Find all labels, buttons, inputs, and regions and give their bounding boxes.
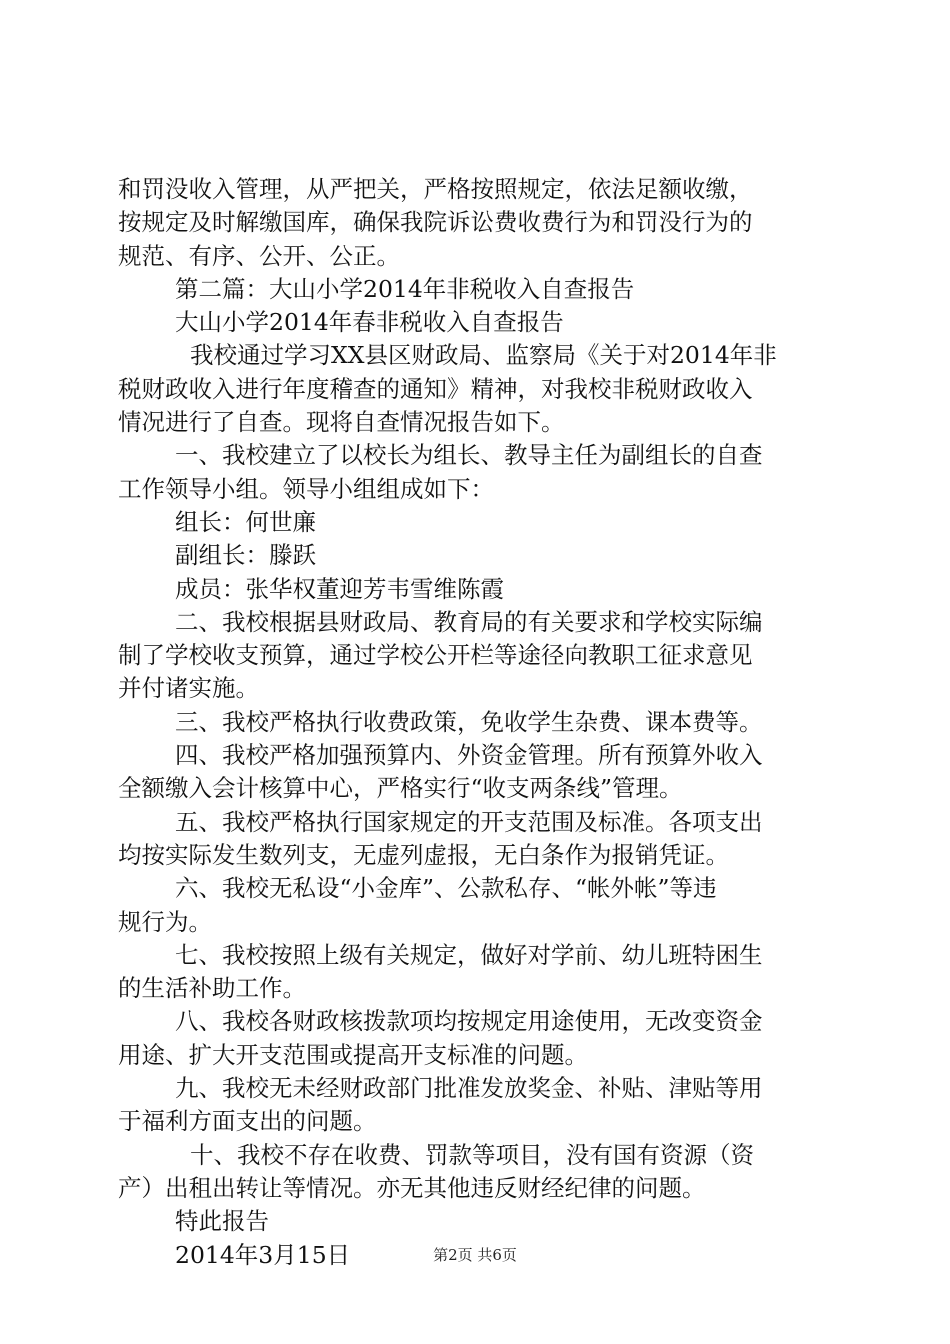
text-line: 三、我校严格执行收费政策，免收学生杂费、课本费等。 [175, 707, 763, 736]
text-line: 二、我校根据县财政局、教育局的有关要求和学校实际编 [175, 607, 763, 636]
text-line: 的生活补助工作。 [118, 974, 306, 1003]
text-line: 我校通过学习XX县区财政局、监察局《关于对2014年非 [190, 341, 777, 370]
text-line: 七、我校按照上级有关规定，做好对学前、幼儿班特困生 [175, 940, 763, 969]
text-line: 副组长：滕跃 [175, 541, 316, 570]
text-line: 按规定及时解缴国库，确保我院诉讼费收费行为和罚没行为的 [118, 208, 753, 237]
text-line: 制了学校收支预算，通过学校公开栏等途径向教职工征求意见 [118, 641, 753, 670]
report-date: 2014年3月15日 [175, 1240, 351, 1269]
document-body [118, 173, 830, 1272]
text-line: 产）出租出转让等情况。亦无其他违反财经纪律的问题。 [118, 1173, 706, 1202]
closing-line: 特此报告 [175, 1207, 269, 1236]
text-line: 规行为。 [118, 907, 212, 936]
text-line: 六、我校无私设“小金库”、公款私存、“帐外帐”等违 [175, 874, 717, 903]
page-footer [0, 1245, 950, 1265]
text-line: 一、我校建立了以校长为组长、教导主任为副组长的自查 [175, 441, 763, 470]
text-line: 五、我校严格执行国家规定的开支范围及标准。各项支出 [175, 807, 763, 836]
text-line: 税财政收入进行年度稽查的通知》精神，对我校非税财政收入 [118, 374, 753, 403]
text-line: 并付诸实施。 [118, 674, 259, 703]
text-line: 情况进行了自查。现将自查情况报告如下。 [118, 408, 565, 437]
text-line: 于福利方面支出的问题。 [118, 1107, 377, 1136]
text-line: 九、我校无未经财政部门批准发放奖金、补贴、津贴等用 [175, 1074, 763, 1103]
text-line: 全额缴入会计核算中心，严格实行“收支两条线”管理。 [118, 774, 683, 803]
text-line: 四、我校严格加强预算内、外资金管理。所有预算外收入 [175, 741, 763, 770]
text-line: 和罚没收入管理，从严把关，严格按照规定，依法足额收缴， [118, 175, 753, 203]
text-line: 用途、扩大开支范围或提高开支标准的问题。 [118, 1040, 588, 1069]
text-line: 十、我校不存在收费、罚款等项目，没有国有资源（资 [190, 1140, 754, 1169]
text-line: 组长：何世廉 [175, 507, 316, 536]
page-number: 第2页 共6页 [433, 1246, 517, 1264]
section-heading: 第二篇：大山小学2014年非税收入自查报告 [175, 274, 635, 303]
text-line: 成员：张华权董迎芳韦雪维陈霞 [175, 574, 504, 603]
text-line: 工作领导小组。领导小组组成如下： [118, 474, 494, 503]
text-line: 八、我校各财政核拨款项均按规定用途使用，无改变资金 [175, 1007, 763, 1036]
report-title: 大山小学2014年春非税收入自查报告 [175, 308, 564, 337]
text-line: 均按实际发生数列支，无虚列虚报，无白条作为报销凭证。 [118, 840, 729, 869]
text-line: 规范、有序、公开、公正。 [118, 241, 400, 270]
